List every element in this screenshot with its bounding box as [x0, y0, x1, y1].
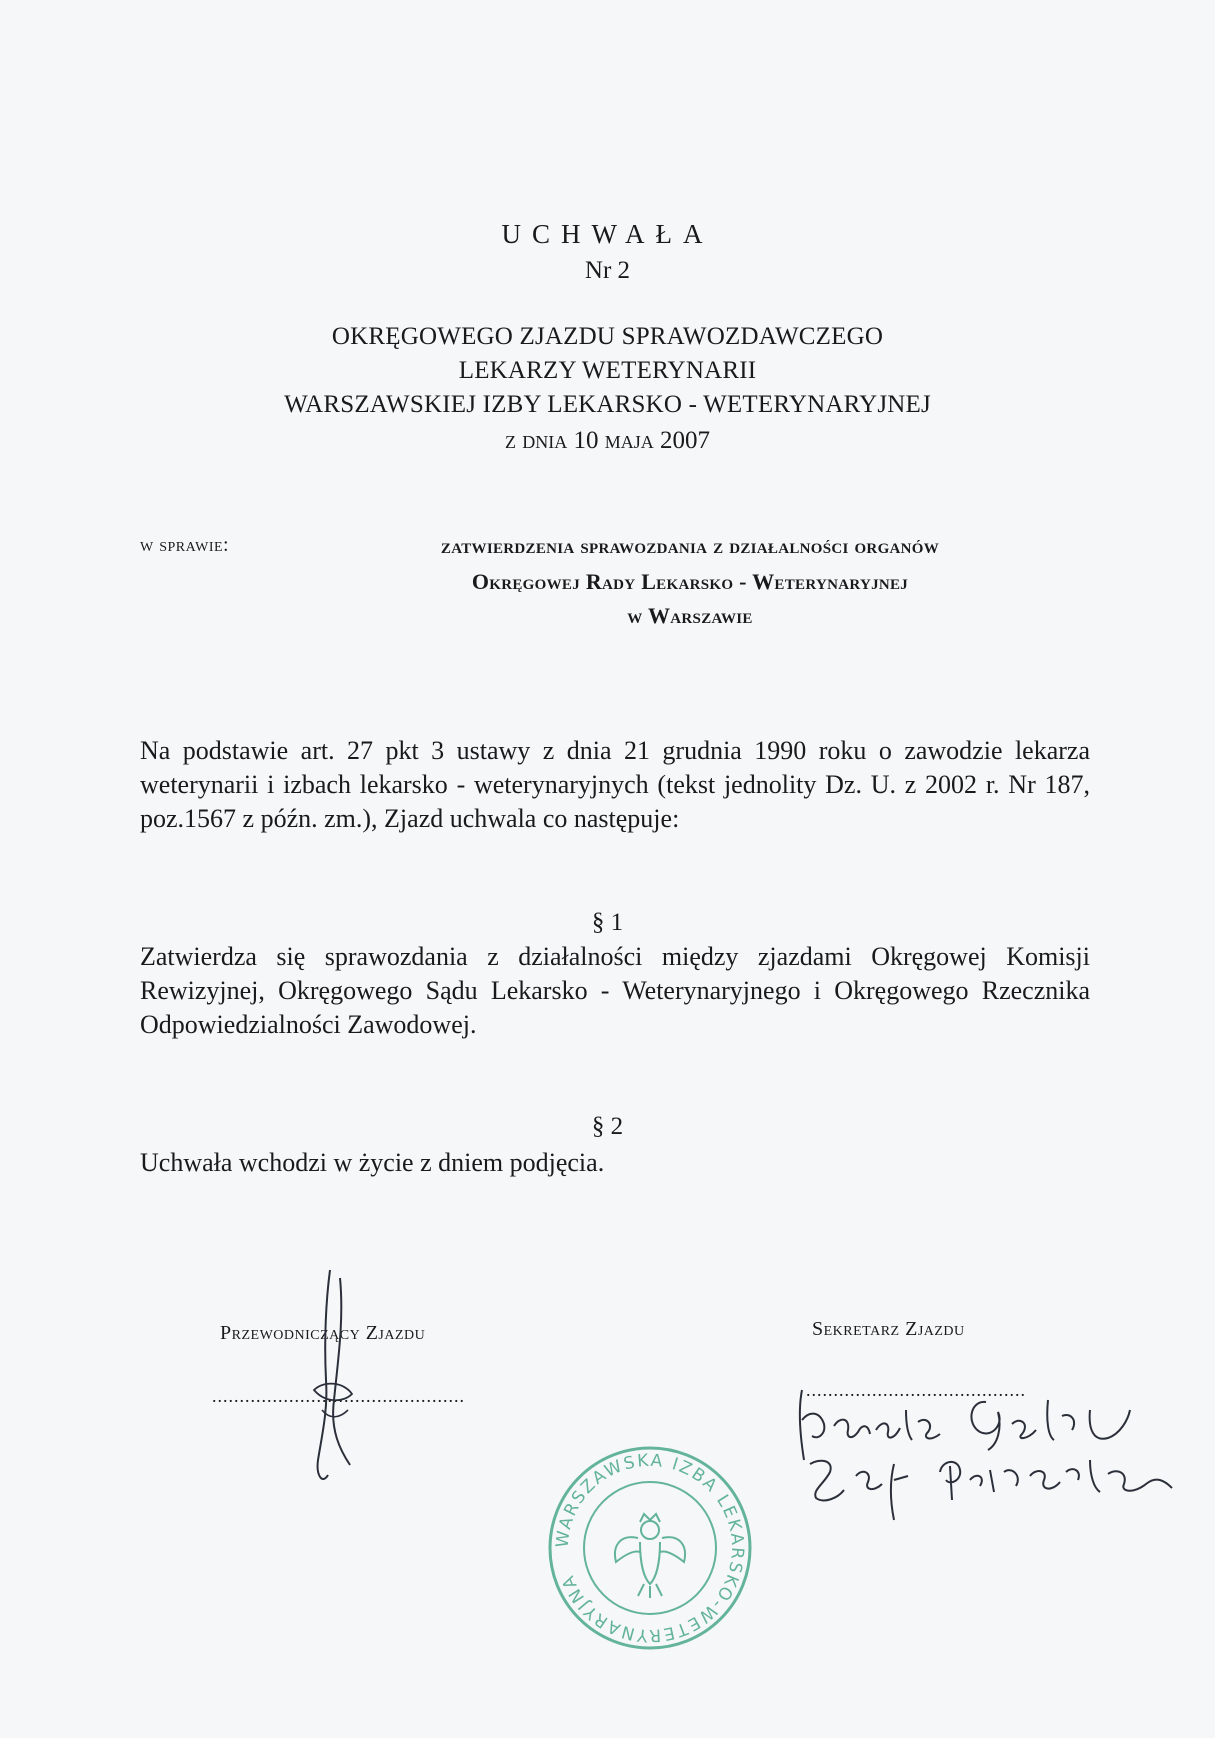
- chair-signature: [300, 1260, 380, 1490]
- preamble-paragraph: Na podstawie art. 27 pkt 3 ustawy z dnia 21 grudnia 1990 roku o zawodzie lekarza weterynarii i izbach lekarsko - weterynaryjnych (tekst jednolity Dz. U. z 2002 r. Nr 187, poz.1567 z późn. zm.), Zjazd uchwala co następuje:: [140, 736, 1090, 833]
- section-2-text: Uchwała wchodzi w życie z dniem podjęcia.: [140, 1148, 605, 1177]
- issuer-line-2: LEKARZY WETERYNARII: [458, 357, 757, 384]
- document-number: Nr 2: [584, 257, 631, 284]
- subject-label: w sprawie:: [140, 534, 230, 556]
- chair-signature-line: ..............................................: [212, 1386, 465, 1406]
- section-2-sign: § 2: [591, 1113, 624, 1140]
- secretary-signature-line: ........................................: [806, 1380, 1026, 1400]
- chair-label: Przewodniczący Zjazdu: [220, 1322, 426, 1344]
- eagle-emblem-icon: [615, 1514, 685, 1598]
- document-date: z dnia 10 maja 2007: [505, 427, 710, 454]
- issuer-line-3: WARSZAWSKIEJ IZBY LEKARSKO - WETERYNARYJNEJ: [284, 391, 931, 418]
- secretary-label: Sekretarz Zjazdu: [812, 1318, 965, 1340]
- issuer-line-1: OKRĘGOWEGO ZJAZDU SPRAWOZDAWCZEGO: [331, 323, 884, 350]
- section-1-text: Zatwierdza się sprawozdania z działalności między zjazdami Okręgowej Komisji Rewizyjnej, Okręgowego Sądu Lekarsko - Weterynaryjnego i Okręgowego Rzecznika Odpowiedzialności Zawodowej.: [140, 942, 1090, 1039]
- subject-line-1: zatwierdzenia sprawozdania z działalności organów: [440, 533, 940, 558]
- document-title: UCHWAŁA: [501, 219, 714, 249]
- section-1-sign: § 1: [591, 909, 624, 936]
- secretary-signature: [790, 1380, 1180, 1540]
- subject-line-3: w Warszawie: [627, 603, 753, 628]
- subject-line-2: Okręgowej Rady Lekarsko - Weterynaryjnej: [471, 569, 909, 594]
- svg-text:WARSZAWSKA IZBA LEKARSKO-WETER: WARSZAWSKA IZBA LEKARSKO-WETERYNARYJNA: [552, 1450, 748, 1646]
- stamp-seal: [540, 1438, 760, 1658]
